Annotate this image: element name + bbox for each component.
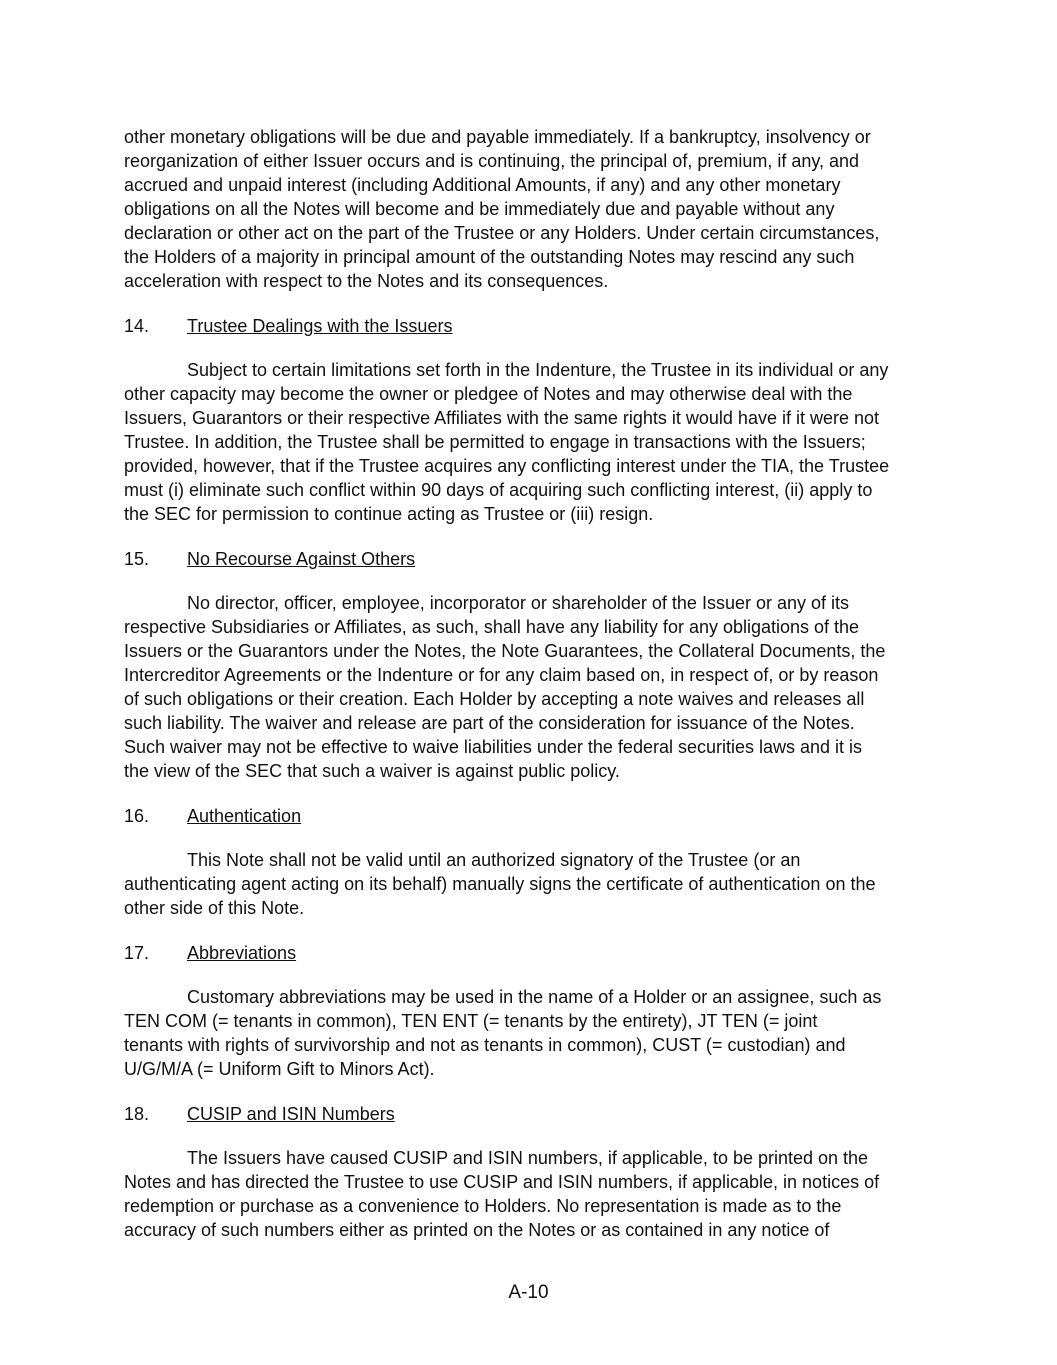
- section-heading: [124, 314, 944, 338]
- text-line: obligations on all the Notes will become and be immediately due and payable without any: [124, 199, 835, 219]
- text-line: accuracy of such numbers either as printed on the Notes or as contained in any notice of: [124, 1220, 830, 1240]
- page-number: A-10: [508, 1282, 549, 1303]
- paragraph: [124, 985, 944, 1081]
- text-line: authenticating agent acting on its behalf) manually signs the certificate of authentication on the: [124, 874, 876, 894]
- text-line: Issuers, Guarantors or their respective Affiliates with the same rights it would have if it were not: [124, 408, 880, 428]
- text-line: Customary abbreviations may be used in the name of a Holder or an assignee, such as: [187, 987, 882, 1007]
- section-title: Trustee Dealings with the Issuers: [187, 315, 453, 336]
- text-line: accrued and unpaid interest (including Additional Amounts, if any) and any other monetary: [124, 175, 841, 195]
- text-line: other capacity may become the owner or pledgee of Notes and may otherwise deal with the: [124, 384, 853, 404]
- text-line: reorganization of either Issuer occurs and is continuing, the principal of, premium, if any, and: [124, 151, 860, 171]
- text-line: respective Subsidiaries or Affiliates, as such, shall have any liability for any obligations of the: [124, 617, 860, 637]
- text-line: Such waiver may not be effective to waive liabilities under the federal securities laws and it is: [124, 737, 863, 757]
- text-line: TEN COM (= tenants in common), TEN ENT (= tenants by the entirety), JT TEN (= joint: [124, 1011, 818, 1031]
- section-title: Abbreviations: [187, 942, 297, 963]
- text-line: must (i) eliminate such conflict within 90 days of acquiring such conflicting interest, (ii) apply to: [124, 480, 873, 500]
- text-line: Trustee. In addition, the Trustee shall be permitted to engage in transactions with the Issuers;: [124, 432, 866, 452]
- section-heading: [124, 804, 944, 828]
- text-line: Subject to certain limitations set forth in the Indenture, the Trustee in its individual or any: [187, 360, 889, 380]
- section-number: 15.: [124, 548, 150, 569]
- paragraph: [124, 591, 944, 783]
- paragraph: [124, 125, 944, 293]
- section-heading: [124, 547, 944, 571]
- text-line: This Note shall not be valid until an authorized signatory of the Trustee (or an: [187, 850, 801, 870]
- section-title: Authentication: [187, 805, 302, 826]
- text-line: of such obligations or their creation. Each Holder by accepting a note waives and releases all: [124, 689, 865, 709]
- section-number: 16.: [124, 805, 150, 826]
- text-line: declaration or other act on the part of the Trustee or any Holders. Under certain circumstances,: [124, 223, 880, 243]
- text-line: Intercreditor Agreements or the Indenture or for any claim based on, in respect of, or by reason: [124, 665, 879, 685]
- text-line: the view of the SEC that such a waiver is against public policy.: [124, 761, 620, 781]
- text-line: other side of this Note.: [124, 898, 305, 918]
- document-body: [124, 125, 944, 1263]
- section-heading: [124, 941, 944, 965]
- paragraph: [124, 358, 944, 526]
- text-line: U/G/M/A (= Uniform Gift to Minors Act).: [124, 1059, 435, 1079]
- text-line: acceleration with respect to the Notes and its consequences.: [124, 271, 609, 291]
- section-number: 14.: [124, 315, 150, 336]
- text-line: Issuers or the Guarantors under the Notes, the Note Guarantees, the Collateral Documents, the: [124, 641, 886, 661]
- text-line: such liability. The waiver and release are part of the consideration for issuance of the Notes.: [124, 713, 855, 733]
- text-line: redemption or purchase as a convenience to Holders. No representation is made as to the: [124, 1196, 842, 1216]
- text-line: Notes and has directed the Trustee to use CUSIP and ISIN numbers, if applicable, in notices of: [124, 1172, 880, 1192]
- paragraph: [124, 848, 944, 920]
- text-line: other monetary obligations will be due and payable immediately. If a bankruptcy, insolvency or: [124, 127, 871, 147]
- section-title: No Recourse Against Others: [187, 548, 416, 569]
- section-title: CUSIP and ISIN Numbers: [187, 1103, 395, 1124]
- text-line: provided, however, that if the Trustee acquires any conflicting interest under the TIA, the Trustee: [124, 456, 890, 476]
- text-line: The Issuers have caused CUSIP and ISIN numbers, if applicable, to be printed on the: [187, 1148, 869, 1168]
- section-heading: [124, 1102, 944, 1126]
- text-line: tenants with rights of survivorship and not as tenants in common), CUST (= custodian) and: [124, 1035, 846, 1055]
- paragraph: [124, 1146, 944, 1242]
- text-line: No director, officer, employee, incorporator or shareholder of the Issuer or any of its: [187, 593, 850, 613]
- text-line: the SEC for permission to continue acting as Trustee or (iii) resign.: [124, 504, 654, 524]
- section-number: 17.: [124, 942, 150, 963]
- text-line: the Holders of a majority in principal amount of the outstanding Notes may rescind any such: [124, 247, 855, 267]
- section-number: 18.: [124, 1103, 150, 1124]
